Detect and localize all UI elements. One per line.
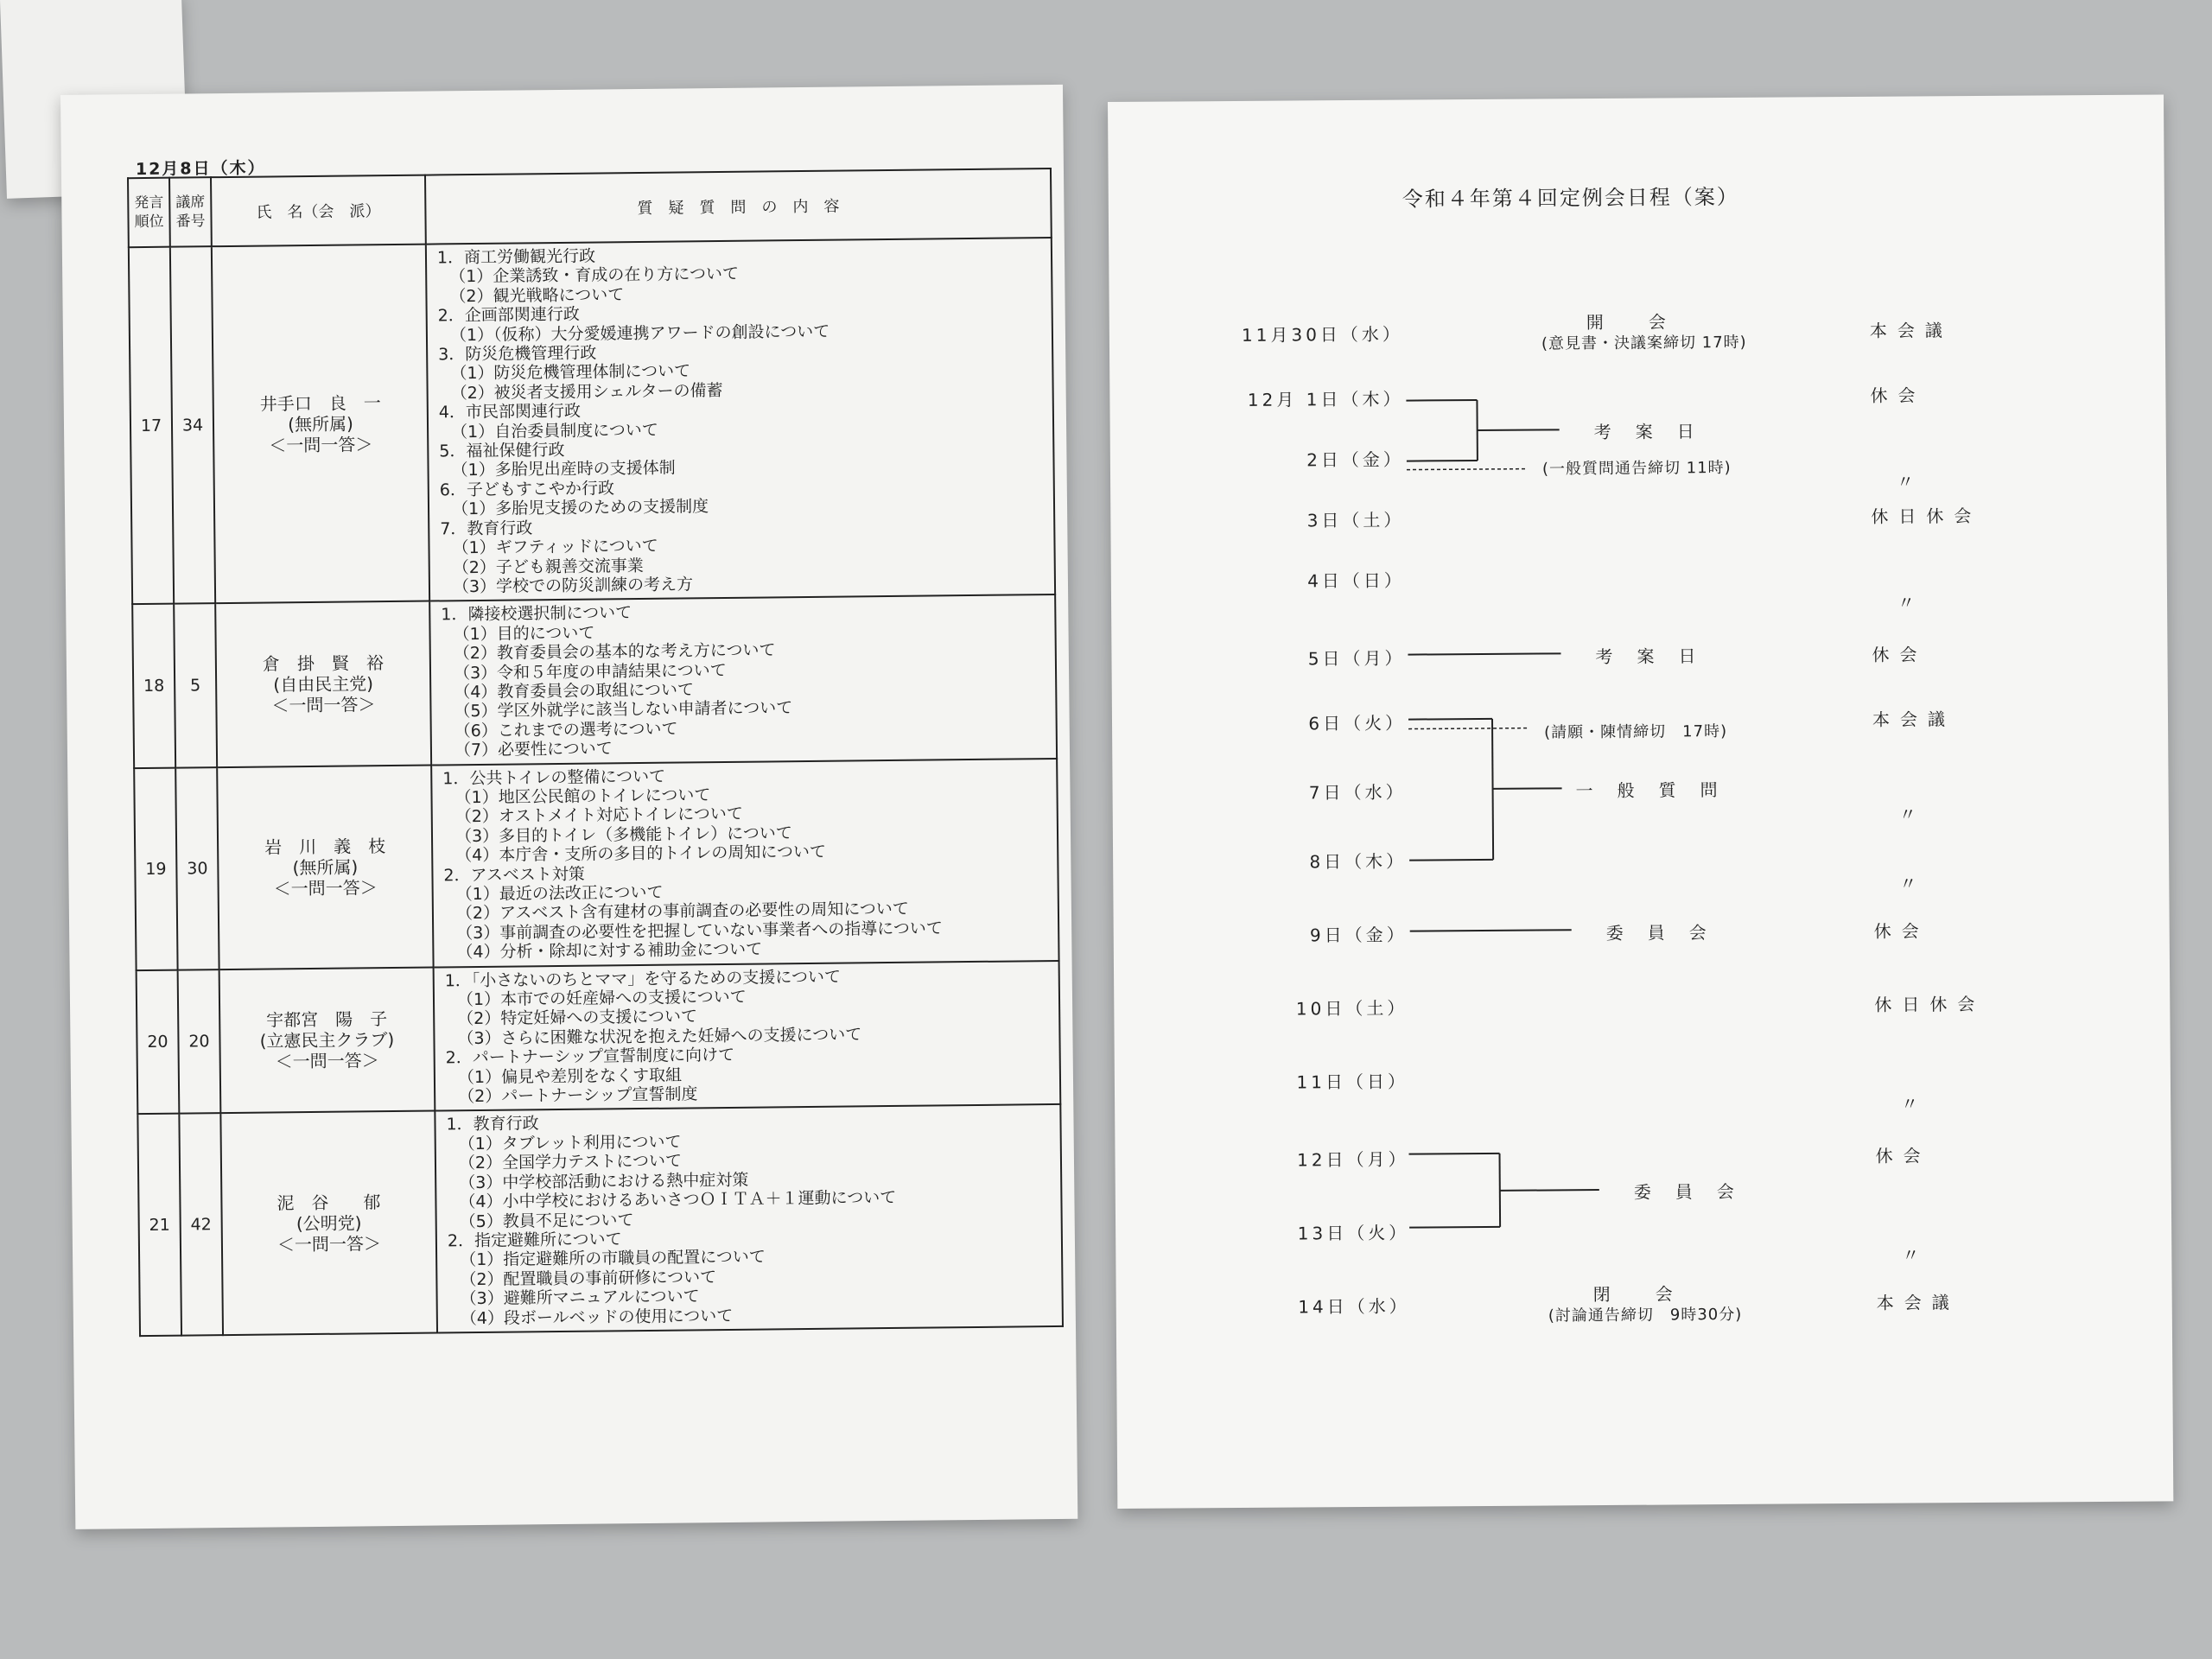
question-table	[127, 168, 1064, 1337]
question-item: （3）令和５年度の申請結果について	[453, 660, 727, 683]
question-item: 2．指定避難所について	[447, 1230, 622, 1251]
question-item: （2）子ども親善交流事業	[452, 556, 644, 577]
seat-number: 30	[175, 767, 219, 970]
header-seat: 議席番号	[169, 177, 212, 246]
table-row	[137, 961, 1061, 1115]
question-item: （5）学区外就学に該当しない申請者について	[454, 698, 793, 721]
member-style: ＜一問一答＞	[271, 694, 376, 716]
table-row	[132, 594, 1057, 767]
seat-number: 34	[170, 246, 215, 604]
question-item: （4）分析・除却に対する補助金について	[456, 939, 763, 963]
member-style: ＜一問一答＞	[276, 1232, 382, 1255]
schedule-note: (討論通告締切 9時30分)	[1548, 1305, 1743, 1325]
schedule-status: 本会議	[1876, 1292, 1960, 1313]
schedule-status: 休会	[1872, 644, 1928, 665]
question-item: （1）防災危機管理体制について	[450, 361, 691, 384]
schedule-note: (一般質問通告締切 11時)	[1541, 458, 1732, 479]
question-item: 2．パートナーシップ宣誓制度に向けて	[445, 1046, 735, 1068]
member-name: 井手口 良 一	[259, 391, 381, 415]
speaking-order: 20	[137, 969, 180, 1114]
schedule-event: 考 案 日	[1595, 645, 1700, 668]
header-order: 発言順位	[128, 178, 170, 247]
question-item: 2．アスベスト対策	[443, 864, 585, 885]
member-cell	[219, 967, 435, 1113]
schedule-status: 休会	[1873, 920, 1929, 942]
question-item: （5）教員不足について	[459, 1210, 634, 1231]
schedule-status: 本会議	[1869, 320, 1953, 341]
question-table-body	[129, 238, 1063, 1336]
schedule-event: 閉 会	[1592, 1283, 1676, 1306]
question-item: （1）地区公民館のトイレについて	[454, 785, 711, 808]
speaking-order: 17	[129, 247, 174, 605]
question-item: （2）全国学力テストについて	[458, 1151, 683, 1173]
question-item: 1．「小さないのちとママ」を守るための支援について	[444, 967, 842, 991]
schedule-date: 6日（火）	[1308, 712, 1407, 734]
schedule-status: 〃	[1897, 471, 1925, 493]
question-item: 5．福祉保健行政	[439, 440, 565, 461]
question-item: （1）偏見や差別をなくす取組	[457, 1065, 683, 1087]
question-item: （3）さらに困難な状況を抱えた妊婦への支援について	[457, 1025, 862, 1049]
question-item: （3）避難所マニュアルについて	[460, 1287, 700, 1309]
bracket-event-3: 委 員 会	[1633, 1180, 1738, 1203]
table-row	[129, 238, 1055, 604]
question-item: （1）最近の法改正について	[455, 882, 664, 905]
schedule-event: 委 員 会	[1605, 922, 1710, 944]
schedule-event: 開 会	[1586, 311, 1669, 334]
member-party: (立憲民主クラブ)	[259, 1029, 395, 1052]
question-item: （2）観光戦略について	[449, 284, 625, 307]
member-cell	[215, 601, 431, 767]
question-item: 1．公共トイレの整備について	[442, 766, 666, 788]
schedule-date: 8日（木）	[1309, 850, 1408, 873]
session-date: 12月8日（木）	[135, 158, 266, 180]
schedule-date: 14日（水）	[1298, 1295, 1410, 1318]
schedule-note: (請願・陳情締切 17時)	[1544, 722, 1728, 742]
schedule-date: 13日（火）	[1297, 1222, 1410, 1244]
member-cell	[217, 765, 433, 969]
question-item: （1）自治委員制度について	[450, 420, 658, 442]
seat-number: 5	[174, 603, 217, 767]
table-row	[137, 1104, 1063, 1336]
question-item: （2）配置職員の事前研修について	[460, 1267, 717, 1289]
question-item: （3）多目的トイレ（多機能トイレ）について	[454, 823, 792, 847]
question-item: （3）学校での防災訓練の考え方	[452, 575, 694, 597]
schedule-status: 〃	[1897, 592, 1926, 613]
question-content	[431, 759, 1058, 968]
question-item: （6）これまでの選考について	[454, 719, 678, 741]
header-content: 質 疑 質 問 の 内 容	[425, 168, 1052, 245]
speaking-order: 18	[132, 604, 175, 768]
schedule-date: 10日（土）	[1295, 997, 1408, 1020]
schedule-status: 〃	[1901, 1093, 1929, 1115]
schedule-status: 休日休会	[1871, 505, 1982, 527]
question-item: （2）特定妊婦への支援について	[457, 1007, 698, 1029]
question-item: （1）（仮称）大分愛媛連携アワードの創設について	[449, 321, 830, 345]
schedule-date: 9日（金）	[1309, 924, 1408, 946]
member-style: ＜一問一答＞	[269, 433, 373, 456]
schedule-date: 4日（日）	[1307, 569, 1405, 592]
member-cell	[212, 245, 429, 604]
question-item: （1）ギフティッドについて	[452, 536, 658, 558]
question-item: （1）企業誘致・育成の在り方について	[449, 264, 740, 287]
seat-number: 20	[178, 969, 221, 1114]
schedule-status: 〃	[1899, 873, 1928, 894]
schedule-date: 3日（土）	[1306, 509, 1405, 531]
question-item: 3．防災危機管理行政	[438, 343, 597, 365]
question-item: （2）アスベスト含有建材の事前調査の必要性の周知について	[455, 899, 909, 924]
question-item: （7）必要性について	[454, 739, 613, 760]
schedule-date: 11月30日（水）	[1241, 323, 1403, 346]
schedule-status: 〃	[1898, 804, 1927, 825]
bracket-event-1: 考 案 日	[1593, 421, 1698, 443]
question-item: （4）本庁舎・支所の多目的トイレの周知について	[455, 842, 827, 866]
question-item: 2．企画部関連行政	[437, 304, 580, 326]
member-style: ＜一問一答＞	[273, 876, 378, 899]
question-item: （1）多胎児出産時の支援体制	[451, 459, 676, 480]
question-item: 1．隣接校選択制について	[441, 603, 632, 625]
schedule-status: 休会	[1870, 385, 1926, 406]
question-content	[434, 961, 1061, 1111]
question-item: 1．教育行政	[446, 1114, 539, 1135]
question-item: （1）指定避難所の市職員の配置について	[460, 1247, 766, 1270]
speaking-order: 21	[137, 1114, 181, 1336]
question-content	[429, 594, 1057, 765]
schedule-sheet	[1108, 94, 2173, 1508]
question-item: （2）教育委員会の基本的な考え方について	[453, 640, 776, 664]
member-name: 泥 谷 郁	[276, 1191, 381, 1214]
question-item: （4）段ボールベッドの使用について	[460, 1306, 734, 1328]
question-content	[426, 238, 1055, 601]
question-list-sheet	[60, 85, 1077, 1529]
schedule-date: 5日（月）	[1307, 647, 1406, 670]
question-item: （1）目的について	[453, 623, 595, 644]
speaking-order: 19	[134, 767, 177, 970]
member-party: (公明党)	[296, 1212, 362, 1234]
schedule-status: 休会	[1875, 1145, 1931, 1166]
question-item: （3）中学校部活動における熱中症対策	[459, 1170, 749, 1192]
question-item: 1．商工労働観光行政	[436, 246, 596, 268]
member-party: (自由民主党)	[273, 673, 374, 696]
schedule-date: 11日（日）	[1296, 1071, 1409, 1093]
question-item: 4．市民部関連行政	[438, 401, 582, 423]
member-name: 岩 川 義 枝	[264, 835, 386, 858]
bracket-event-2: 一 般 質 問	[1575, 779, 1721, 802]
table-row	[134, 759, 1058, 970]
table-header-row	[128, 168, 1052, 247]
schedule-date: 12月 1日（木）	[1247, 388, 1404, 410]
question-item: （1）多胎児支援のための支援制度	[451, 497, 709, 519]
question-item: （4）教育委員会の取組について	[454, 680, 695, 702]
question-item: 6．子どもすこやか行政	[439, 479, 615, 500]
member-style: ＜一問一答＞	[275, 1050, 379, 1072]
seat-number: 42	[179, 1114, 223, 1336]
schedule-date: 7日（水）	[1308, 781, 1407, 804]
schedule-status: 〃	[1902, 1244, 1930, 1266]
member-cell	[220, 1111, 437, 1335]
schedule-date: 2日（金）	[1306, 448, 1404, 471]
header-name: 氏 名（会 派）	[211, 175, 426, 247]
question-content	[435, 1104, 1063, 1332]
question-item: （4）小中学校におけるあいさつＯＩＴＡ＋１運動について	[459, 1188, 897, 1212]
schedule-note: (意見書・決議案締切 17時)	[1541, 333, 1747, 353]
schedule-status: 休日休会	[1874, 993, 1986, 1015]
member-party: (無所属)	[288, 413, 353, 435]
question-item: （1）タブレット利用について	[458, 1132, 682, 1154]
question-item: （2）被災者支援用シェルターの備蓄	[450, 380, 723, 404]
member-name: 倉 掛 賢 裕	[262, 652, 385, 675]
question-item: （2）パートナーシップ宣誓制度	[458, 1084, 698, 1107]
member-name: 宇都宮 陽 子	[266, 1008, 388, 1031]
question-item: （3）事前調査の必要性を把握していない事業者への指導について	[456, 918, 943, 944]
schedule-title: 令和４年第４回定例会日程（案）	[1402, 184, 1739, 212]
schedule-date: 12日（月）	[1297, 1148, 1409, 1171]
question-item: 7．教育行政	[440, 518, 533, 539]
schedule-status: 本会議	[1872, 709, 1956, 730]
member-party: (無所属)	[292, 856, 359, 878]
question-item: （1）本市での妊産婦への支援について	[456, 987, 747, 1010]
question-item: （2）オストメイト対応トイレについて	[454, 804, 743, 827]
